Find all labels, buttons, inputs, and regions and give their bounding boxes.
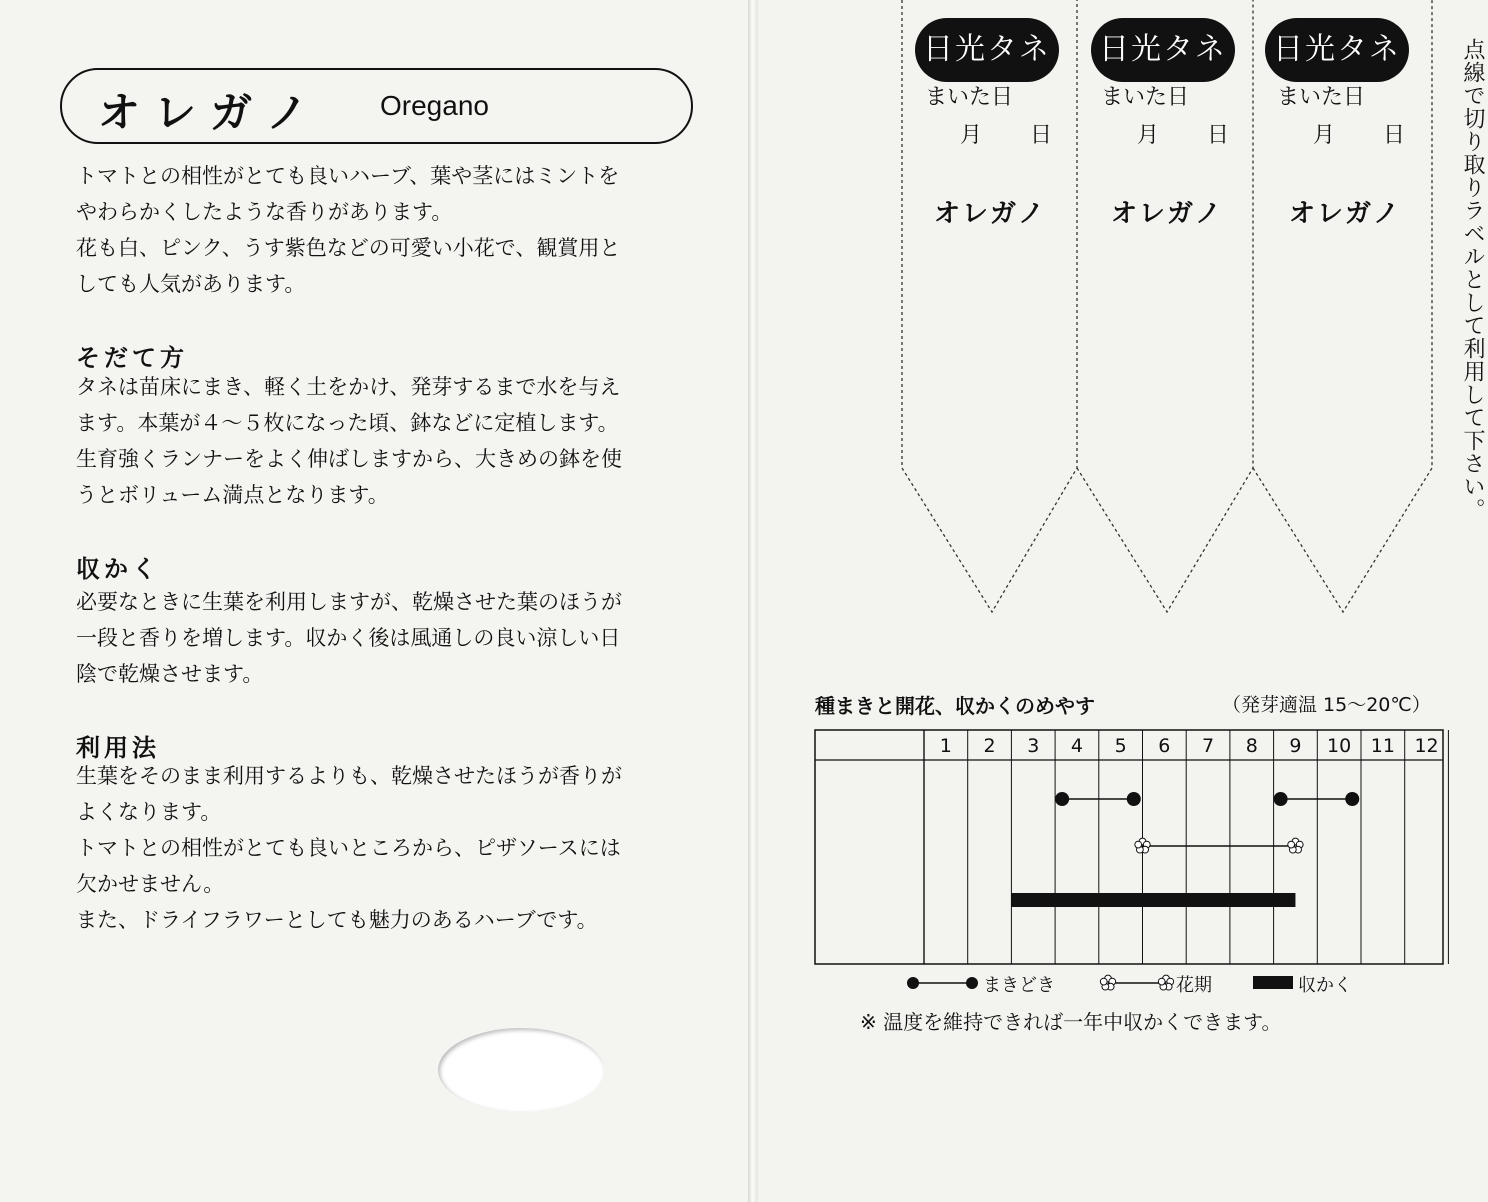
text-line: よくなります。 bbox=[76, 800, 222, 824]
brand-badge: 日光タネ bbox=[1265, 18, 1409, 82]
month-tick-label: 6 bbox=[1158, 735, 1171, 757]
flower-petal bbox=[1158, 978, 1165, 985]
text-line: うとボリューム満点となります。 bbox=[76, 483, 389, 507]
text-line: 花も白、ピンク、うす紫色などの可愛い小花で、観賞用と bbox=[76, 236, 621, 260]
harvest-period-bar bbox=[1011, 893, 1295, 907]
section-heading-harvest: 収かく bbox=[76, 555, 160, 583]
text-line: 生葉をそのまま利用するよりも、乾燥させたほうが香りが bbox=[76, 764, 622, 788]
text-line: また、ドライフラワーとしても魅力のあるハーブです。 bbox=[76, 908, 598, 932]
month-tick-label: 8 bbox=[1245, 735, 1258, 757]
day-label: 日 bbox=[1383, 123, 1406, 148]
chart-title: 種まきと開花、収かくのめやす bbox=[815, 694, 1095, 718]
legend-flowering-label: 花期 bbox=[1176, 975, 1212, 996]
cut-instruction-vertical: 点線で切り取りラベルとして利用して下さい。 bbox=[1460, 38, 1485, 521]
legend-sowing-label: まきどき bbox=[983, 975, 1055, 996]
flower-petal bbox=[1288, 841, 1295, 848]
flower-petal bbox=[1135, 841, 1142, 848]
month-tick-label: 10 bbox=[1327, 735, 1352, 757]
month-tick-label: 4 bbox=[1070, 735, 1083, 757]
brand-badge: 日光タネ bbox=[1091, 18, 1235, 82]
sown-date-label: まいた日 bbox=[1101, 85, 1190, 110]
tag-plant-name: オレガノ bbox=[1111, 199, 1224, 229]
month-tick-label: 3 bbox=[1027, 735, 1040, 757]
month-tick-label: 1 bbox=[939, 735, 952, 757]
section-heading-growing: そだて方 bbox=[76, 344, 188, 372]
germination-temperature: （発芽適温 15～20℃） bbox=[1222, 694, 1431, 716]
brand-badge: 日光タネ bbox=[915, 18, 1059, 82]
text-line: ます。本葉が４～５枚になった頃、鉢などに定植します。 bbox=[76, 411, 619, 435]
day-label: 日 bbox=[1207, 123, 1230, 148]
text-line: タネは苗床にまき、軽く土をかけ、発芽するまで水を与え bbox=[76, 375, 621, 399]
day-label: 日 bbox=[1030, 123, 1053, 148]
title-japanese: オレガノ bbox=[98, 88, 323, 137]
month-tick-label: 9 bbox=[1289, 735, 1302, 757]
month-tick-label: 12 bbox=[1414, 735, 1439, 757]
month-tick-label: 11 bbox=[1370, 735, 1395, 757]
month-tick-label: 2 bbox=[983, 735, 996, 757]
text-line: トマトとの相性がとても良いところから、ピザソースには bbox=[76, 836, 621, 860]
legend-harvest-bar bbox=[1253, 976, 1293, 989]
legend-sowing-dot bbox=[966, 977, 978, 989]
text-line: トマトとの相性がとても良いハーブ、葉や茎にはミントを bbox=[76, 164, 620, 188]
sown-date-label: まいた日 bbox=[925, 85, 1014, 110]
text-line: やわらかくしたような香りがあります。 bbox=[76, 200, 453, 224]
text-line: 欠かせません。 bbox=[76, 872, 225, 896]
month-tick-label: 7 bbox=[1202, 735, 1215, 757]
sowing-end-dot bbox=[1345, 792, 1359, 806]
text-line: 生育強くランナーをよく伸ばしますから、大きめの鉢を使 bbox=[76, 447, 622, 471]
flower-petal bbox=[1100, 978, 1107, 985]
year-round-note: ※ 温度を維持できれば一年中収かくできます。 bbox=[860, 1010, 1282, 1034]
chart-frame bbox=[815, 730, 1443, 964]
month-label: 月 bbox=[960, 123, 983, 148]
legend-sowing-dot bbox=[907, 977, 919, 989]
text-line: 一段と香りを増します。収かく後は風通しの良い涼しい日 bbox=[76, 626, 621, 650]
sown-date-label: まいた日 bbox=[1277, 85, 1366, 110]
sowing-end-dot bbox=[1127, 792, 1141, 806]
text-line: 陰で乾燥させます。 bbox=[76, 662, 264, 686]
month-tick-label: 5 bbox=[1114, 735, 1127, 757]
text-line: 必要なときに生葉を利用しますが、乾燥させた葉のほうが bbox=[76, 590, 622, 614]
legend-harvest-label: 収かく bbox=[1298, 975, 1352, 996]
sowing-start-dot bbox=[1274, 792, 1288, 806]
month-label: 月 bbox=[1137, 123, 1160, 148]
title-english: Oregano bbox=[380, 90, 489, 121]
tag-plant-name: オレガノ bbox=[934, 199, 1047, 229]
month-label: 月 bbox=[1313, 123, 1336, 148]
text-line: しても人気があります。 bbox=[76, 272, 306, 296]
sowing-start-dot bbox=[1055, 792, 1069, 806]
tag-plant-name: オレガノ bbox=[1289, 199, 1402, 229]
section-heading-usage: 利用法 bbox=[76, 734, 160, 762]
